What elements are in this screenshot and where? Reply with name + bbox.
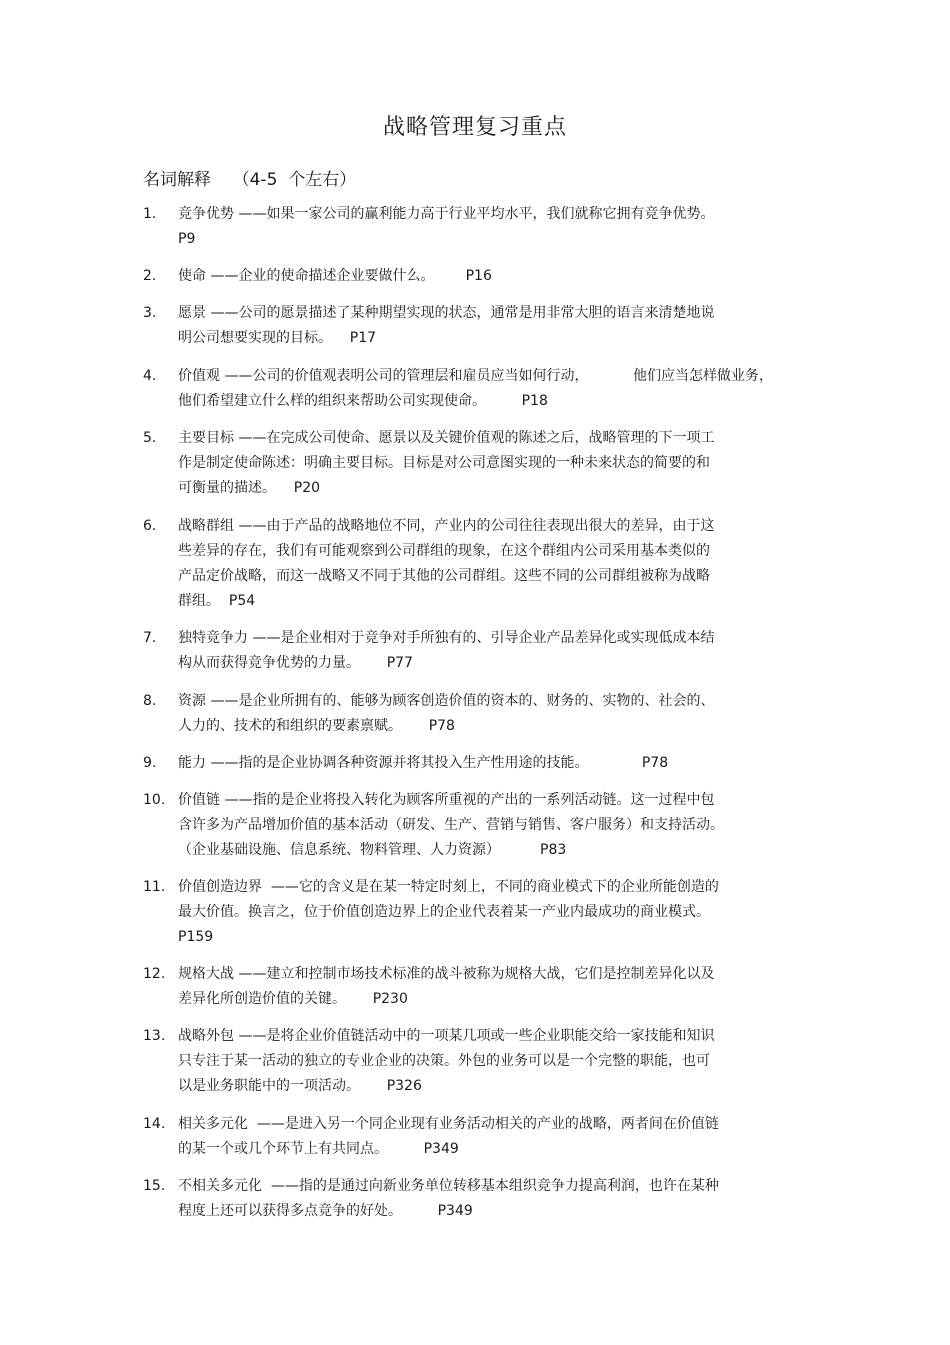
- list-item: [143, 301, 823, 351]
- item-text-line: 最大价值。换言之，位于价值创造边界上的企业代表着某一产业内最成功的商业模式。: [178, 904, 710, 920]
- item-text-line: （企业基础设施、信息系统、物料管理、人力资源） P83: [178, 842, 567, 858]
- item-text-line: 明公司想要实现的目标。 P17: [178, 330, 377, 346]
- item-text-line: 作是制定使命陈述：明确主要目标。目标是对公司意图实现的一种未来状态的简要的和: [178, 455, 710, 471]
- item-text: [178, 301, 818, 351]
- item-text-line: 群组。 P54: [178, 593, 256, 609]
- item-number: 15.: [143, 1178, 166, 1194]
- page-title: 战略管理复习重点: [382, 115, 567, 140]
- item-number: 12.: [143, 966, 166, 982]
- item-number: 11.: [143, 879, 166, 895]
- item-number: 4.: [143, 368, 157, 384]
- item-text-line: 的某一个或几个环节上有共同点。 P349: [178, 1141, 459, 1157]
- item-text-line: 不相关多元化 ——指的是通过向新业务单位转移基本组织竞争力提高利润，也许在某种: [178, 1178, 719, 1194]
- list-item: [143, 264, 823, 289]
- item-text-line: 以是业务职能中的一项活动。 P326: [178, 1078, 422, 1094]
- item-text: [178, 689, 818, 739]
- item-number: 6.: [143, 518, 157, 534]
- list-item: [143, 364, 823, 414]
- item-text-line: 构从而获得竞争优势的力量。 P77: [178, 655, 413, 671]
- item-text: [178, 788, 818, 863]
- item-text: [178, 264, 818, 289]
- list-item: [143, 875, 823, 950]
- list-item: [143, 202, 823, 252]
- section-heading: 名词解释 （4-5 个左右）: [143, 170, 357, 190]
- item-text-line: 程度上还可以获得多点竞争的好处。 P349: [178, 1203, 473, 1219]
- item-text-line: P9: [178, 231, 196, 247]
- item-text: [178, 1024, 818, 1099]
- list-item: [143, 788, 823, 863]
- item-text: [178, 626, 818, 676]
- item-text-line: 规格大战 ——建立和控制市场技术标准的战斗被称为规格大战，它们是控制差异化以及: [178, 966, 715, 982]
- list-item: [143, 1024, 823, 1099]
- list-item: [143, 689, 823, 739]
- item-text-line: 主要目标 ——在完成公司使命、愿景以及关键价值观的陈述之后，战略管理的下一项工: [178, 430, 715, 446]
- item-text: [178, 1112, 818, 1162]
- list-item: [143, 1174, 823, 1224]
- item-text-line: 战略外包 ——是将企业价值链活动中的一项某几项或一些企业职能交给一家技能和知识: [178, 1028, 715, 1044]
- item-text: [178, 364, 818, 414]
- item-number: 3.: [143, 305, 157, 321]
- item-text-line: 使命 ——企业的使命描述企业要做什么。 P16: [178, 268, 492, 284]
- item-text: [178, 962, 818, 1012]
- list-item: [143, 751, 823, 776]
- list-item: [143, 962, 823, 1012]
- item-text-line: 独特竞争力 ——是企业相对于竞争对手所独有的、引导企业产品差异化或实现低成本结: [178, 630, 715, 646]
- item-text-line: 能力 ——指的是企业协调各种资源并将其投入生产性用途的技能。 P78: [178, 755, 669, 771]
- item-text: [178, 751, 818, 776]
- item-number: 7.: [143, 630, 157, 646]
- item-text: [178, 514, 818, 614]
- item-text-line: 人力的、技术的和组织的要素禀赋。 P78: [178, 718, 455, 734]
- list-item: [143, 514, 823, 614]
- list-item: [143, 1112, 823, 1162]
- item-number: 2.: [143, 268, 157, 284]
- item-text: [178, 1174, 818, 1224]
- item-text-line: 价值链 ——指的是企业将投入转化为顾客所重视的产出的一系列活动链。这一过程中包: [178, 792, 715, 808]
- item-text-line: 资源 ——是企业所拥有的、能够为顾客创造价值的资本的、财务的、实物的、社会的、: [178, 693, 715, 709]
- item-number: 1.: [143, 206, 157, 222]
- item-text-line: 愿景 ——公司的愿景描述了某种期望实现的状态，通常是用非常大胆的语言来清楚地说: [178, 305, 715, 321]
- item-number: 13.: [143, 1028, 166, 1044]
- item-number: 5.: [143, 430, 157, 446]
- item-text-line: 只专注于某一活动的独立的专业企业的决策。外包的业务可以是一个完整的职能，也可: [178, 1053, 710, 1069]
- item-number: 10.: [143, 792, 166, 808]
- item-text-line: 可衡量的描述。 P20: [178, 480, 321, 496]
- item-text-line: 产品定价战略，而这一战略又不同于其他的公司群组。这些不同的公司群组被称为战略: [178, 568, 710, 584]
- item-number: 8.: [143, 693, 157, 709]
- item-number: 14.: [143, 1116, 166, 1132]
- item-text: [178, 426, 818, 501]
- item-text-line: 竞争优势 ——如果一家公司的赢利能力高于行业平均水平，我们就称它拥有竞争优势。: [178, 206, 715, 222]
- item-text-line: 战略群组 ——由于产品的战略地位不同，产业内的公司往往表现出很大的差异，由于这: [178, 518, 715, 534]
- list-item: [143, 426, 823, 501]
- item-text: [178, 875, 818, 950]
- list-item: [143, 626, 823, 676]
- item-number: 9.: [143, 755, 157, 771]
- item-text-line: 含许多为产品增加价值的基本活动（研发、生产、营销与销售、客户服务）和支持活动。: [178, 817, 724, 833]
- item-text: [178, 202, 818, 252]
- item-text-line: 差异化所创造价值的关键。 P230: [178, 991, 408, 1007]
- item-text-line: 相关多元化 ——是进入另一个同企业现有业务活动相关的产业的战略，两者间在价值链: [178, 1116, 719, 1132]
- item-text-line: 他们希望建立什么样的组织来帮助公司实现使命。 P18: [178, 393, 548, 409]
- item-text-line: 价值观 ——公司的价值观表明公司的管理层和雇员应当如何行动， 他们应当怎样做业务，: [178, 368, 773, 384]
- item-text-line: 价值创造边界 ——它的含义是在某一特定时刻上，不同的商业模式下的企业所能创造的: [178, 879, 719, 895]
- item-text-line: P159: [178, 929, 214, 945]
- item-text-line: 些差异的存在，我们有可能观察到公司群组的现象，在这个群组内公司采用基本类似的: [178, 543, 710, 559]
